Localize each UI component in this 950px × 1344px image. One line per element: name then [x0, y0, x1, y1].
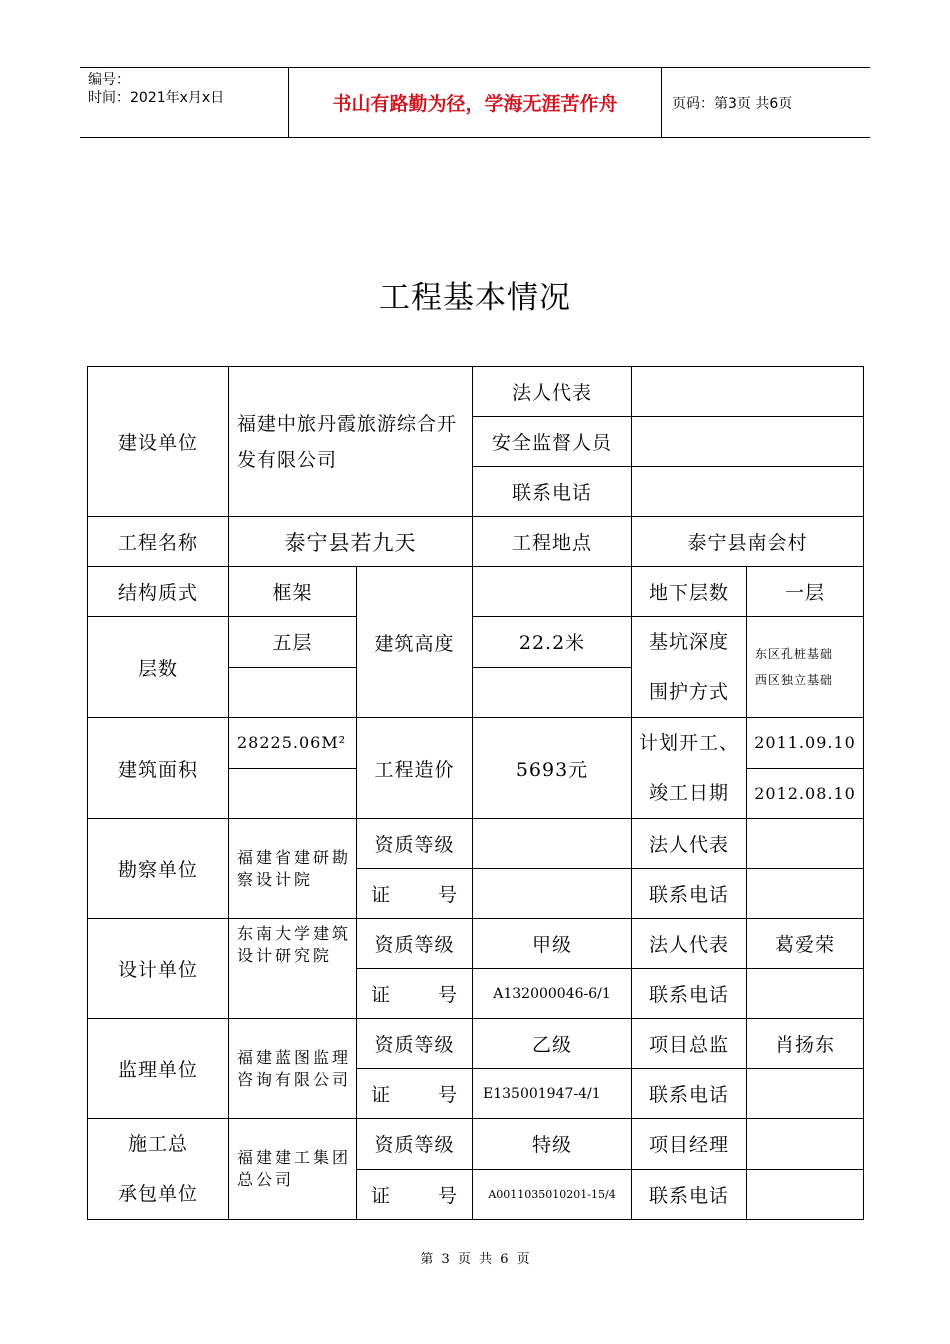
number-label: 编号： — [88, 72, 130, 88]
survey-phone-value — [747, 869, 864, 919]
table-row — [88, 1019, 864, 1069]
safety-value[interactable] — [632, 417, 864, 467]
contractor-qual-label: 资质等级 — [357, 1119, 473, 1170]
empty-cell — [229, 768, 357, 819]
survey-legal-value — [747, 819, 864, 869]
floors-value: 五层 — [229, 617, 357, 668]
contractor-label — [88, 1119, 229, 1220]
time-label: 时间：2021年x月x日 — [88, 90, 225, 106]
contractor-phone-value — [747, 1169, 864, 1220]
design-phone-value — [747, 969, 864, 1019]
pit-value-line2: 西区独立基础 — [755, 673, 834, 687]
design-legal-label: 法人代表 — [632, 919, 747, 969]
height-value: 22.2米 — [473, 617, 632, 668]
contractor-cert-value: A0011035010201-15/4 — [473, 1169, 632, 1220]
cert-label-a: 证 — [371, 1184, 392, 1207]
cert-label-b: 号 — [438, 884, 459, 906]
design-cert-label — [357, 969, 473, 1019]
table-row — [88, 567, 864, 617]
pit-label — [632, 617, 747, 718]
pit-label-line2: 围护方式 — [649, 681, 730, 703]
header-motto: 书山有路勤为径，学海无涯苦作舟 — [289, 68, 662, 137]
survey-qual-value — [473, 819, 632, 869]
design-legal-value: 葛爱荣 — [747, 919, 864, 969]
pit-label-line1: 基坑深度 — [649, 631, 730, 653]
table-row — [88, 617, 864, 668]
legal-rep-value[interactable] — [632, 367, 864, 417]
project-info-table — [87, 366, 864, 1220]
contractor-cert-label — [357, 1169, 473, 1220]
contractor-label-line1: 施工总 — [127, 1133, 188, 1155]
underground-value: 一层 — [747, 567, 864, 617]
empty-cell — [229, 667, 357, 718]
empty-cell — [473, 567, 632, 617]
table-row — [88, 819, 864, 869]
design-cert-value: A132000046-6/1 — [473, 969, 632, 1019]
height-label: 建筑高度 — [357, 567, 473, 718]
area-label: 建筑面积 — [88, 718, 229, 819]
cost-value: 5693元 — [473, 718, 632, 819]
supervision-cert-label — [357, 1069, 473, 1119]
contractor-qual-value: 特级 — [473, 1119, 632, 1170]
cert-label-a: 证 — [371, 884, 392, 906]
survey-unit-name: 福建省建研勘察设计院 — [229, 819, 357, 919]
cert-label-b: 号 — [438, 1184, 459, 1207]
survey-cert-value — [473, 869, 632, 919]
supervision-director-label: 项目总监 — [632, 1019, 747, 1069]
page-footer: 第 3 页 共 6 页 — [420, 1252, 530, 1267]
contractor-name: 福建建工集团总公司 — [229, 1119, 357, 1220]
table-row — [88, 718, 864, 769]
page-title: 工程基本情况 — [379, 280, 571, 316]
safety-label: 安全监督人员 — [473, 417, 632, 467]
supervision-qual-label: 资质等级 — [357, 1019, 473, 1069]
header-meta — [80, 68, 289, 137]
structure-value: 框架 — [229, 567, 357, 617]
supervision-unit-label: 监理单位 — [88, 1019, 229, 1119]
cert-label-b: 号 — [438, 984, 459, 1006]
supervision-phone-label: 联系电话 — [632, 1069, 747, 1119]
legal-rep-label: 法人代表 — [473, 367, 632, 417]
schedule-label-line1: 计划开工、 — [639, 732, 740, 754]
design-phone-label: 联系电话 — [632, 969, 747, 1019]
phone-value[interactable] — [632, 467, 864, 517]
design-unit-name: 东南大学建筑设计研究院 — [229, 919, 357, 1019]
survey-cert-label — [357, 869, 473, 919]
area-value: 28225.06M² — [229, 718, 357, 769]
cert-label-a: 证 — [371, 1084, 392, 1106]
design-qual-value: 甲级 — [473, 919, 632, 969]
survey-unit-label: 勘察单位 — [88, 819, 229, 919]
end-date: 2012.08.10 — [747, 768, 864, 819]
floors-label: 层数 — [88, 617, 229, 718]
schedule-label-line2: 竣工日期 — [649, 782, 730, 804]
supervision-director-value: 肖扬东 — [747, 1019, 864, 1069]
design-unit-label: 设计单位 — [88, 919, 229, 1019]
supervision-cert-value: E135001947-4/1 — [473, 1069, 632, 1119]
contractor-phone-label: 联系电话 — [632, 1169, 747, 1220]
design-qual-label: 资质等级 — [357, 919, 473, 969]
table-row — [88, 919, 864, 969]
phone-label: 联系电话 — [473, 467, 632, 517]
contractor-manager-value — [747, 1119, 864, 1170]
project-location-value: 泰宁县南会村 — [632, 517, 864, 567]
cert-label-a: 证 — [371, 984, 392, 1006]
supervision-phone-value — [747, 1069, 864, 1119]
table-row — [88, 367, 864, 417]
supervision-unit-name: 福建蓝图监理咨询有限公司 — [229, 1019, 357, 1119]
cert-label-b: 号 — [438, 1084, 459, 1106]
contractor-manager-label: 项目经理 — [632, 1119, 747, 1170]
survey-legal-label: 法人代表 — [632, 819, 747, 869]
schedule-label — [632, 718, 747, 819]
cost-label: 工程造价 — [357, 718, 473, 819]
construction-unit-label: 建设单位 — [88, 367, 229, 517]
project-location-label: 工程地点 — [473, 517, 632, 567]
project-name-label: 工程名称 — [88, 517, 229, 567]
empty-cell — [473, 667, 632, 718]
pit-value-line1: 东区孔桩基础 — [755, 647, 834, 661]
survey-phone-label: 联系电话 — [632, 869, 747, 919]
table-row — [88, 1119, 864, 1170]
contractor-label-line2: 承包单位 — [117, 1183, 198, 1205]
survey-qual-label: 资质等级 — [357, 819, 473, 869]
start-date: 2011.09.10 — [747, 718, 864, 769]
header-page-info: 页码：第3页 共6页 — [672, 95, 793, 112]
structure-label: 结构质式 — [88, 567, 229, 617]
project-name-value: 泰宁县若九天 — [229, 517, 473, 567]
page-header — [80, 67, 870, 138]
underground-label: 地下层数 — [632, 567, 747, 617]
construction-unit-name: 福建中旅丹霞旅游综合开发有限公司 — [229, 367, 473, 517]
supervision-qual-value: 乙级 — [473, 1019, 632, 1069]
pit-value — [747, 617, 864, 718]
table-row — [88, 517, 864, 567]
